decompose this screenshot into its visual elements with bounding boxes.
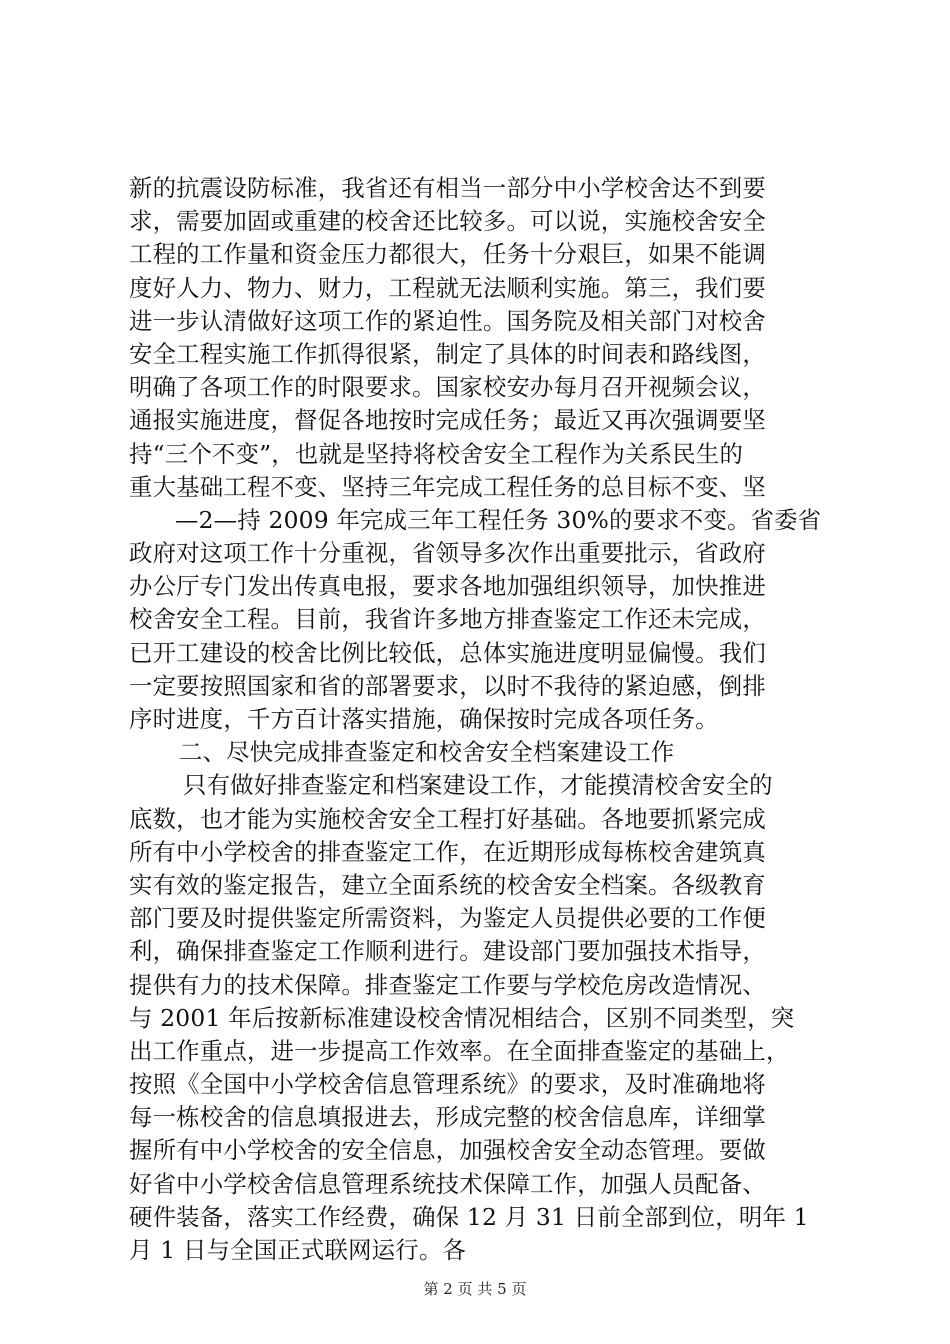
text-line: 所有中小学校舍的排查鉴定工作，在近期形成每栋校舍建筑真 xyxy=(129,837,766,866)
text-line: 度好人力、物力、财力，工程就无法顺利实施。第三，我们要 xyxy=(129,273,766,302)
text-line: 每一栋校舍的信息填报进去，形成完整的校舍信息库，详细掌 xyxy=(129,1103,766,1132)
text-line: 通报实施进度，督促各地按时完成任务；最近又再次强调要坚 xyxy=(129,406,766,435)
text-line: 工程的工作量和资金压力都很大，任务十分艰巨，如果不能调 xyxy=(129,240,766,269)
text-line: 利，确保排查鉴定工作顺利进行。建设部门要加强技术指导， xyxy=(129,937,766,966)
section-heading: 二、尽快完成排查鉴定和校舍安全档案建设工作 xyxy=(179,738,675,767)
text-line: 持“三个不变”，也就是坚持将校舍安全工程作为关系民生的 xyxy=(129,439,744,468)
text-line: 硬件装备，落实工作经费，确保 12 月 31 日前全部到位，明年 1 xyxy=(129,1202,809,1231)
text-line: 求，需要加固或重建的校舍还比较多。可以说，实施校舍安全 xyxy=(129,207,766,236)
text-line: 一定要按照国家和省的部署要求，以时不我待的紧迫感，倒排 xyxy=(129,671,766,700)
text-line: 按照《全国中小学校舍信息管理系统》的要求，及时准确地将 xyxy=(129,1070,766,1099)
text-line: 已开工建设的校舍比例比较低，总体实施进度明显偏慢。我们 xyxy=(129,638,766,667)
text-line: 政府对这项工作十分重视，省领导多次作出重要批示，省政府 xyxy=(129,539,766,568)
text-line: 校舍安全工程。目前，我省许多地方排查鉴定工作还未完成， xyxy=(129,605,766,634)
text-line: 只有做好排查鉴定和档案建设工作，才能摸清校舍安全的 xyxy=(183,771,773,800)
text-line: 月 1 日与全国正式联网运行。各 xyxy=(129,1236,467,1264)
page-number-label: 第 2 页 共 5 页 xyxy=(423,1280,527,1298)
text-line: 重大基础工程不变、坚持三年完成工程任务的总目标不变、坚 xyxy=(129,472,766,501)
text-line: 出工作重点，进一步提高工作效率。在全面排查鉴定的基础上， xyxy=(129,1036,790,1065)
text-line: 部门要及时提供鉴定所需资料，为鉴定人员提供必要的工作便 xyxy=(129,904,766,933)
text-line: 底数，也才能为实施校舍安全工程打好基础。各地要抓紧完成 xyxy=(129,804,766,833)
text-line: 新的抗震设防标准，我省还有相当一部分中小学校舍达不到要 xyxy=(129,174,766,202)
text-line: 与 2001 年后按新标准建设校舍情况相结合，区别不同类型，突 xyxy=(129,1003,795,1032)
body-text xyxy=(129,172,849,1267)
text-line: —2—持 2009 年完成三年工程任务 30%的要求不变。省委省 xyxy=(175,505,822,534)
text-line: 办公厅专门发出传真电报，要求各地加强组织领导，加快推进 xyxy=(129,572,766,601)
text-line: 序时进度，千方百计落实措施，确保按时完成各项任务。 xyxy=(129,705,719,733)
text-line: 握所有中小学校舍的安全信息，加强校舍安全动态管理。要做 xyxy=(129,1136,766,1165)
page-footer xyxy=(0,1279,950,1299)
text-line: 进一步认清做好这项工作的紧迫性。国务院及相关部门对校舍 xyxy=(129,306,766,335)
text-line: 安全工程实施工作抓得很紧，制定了具体的时间表和路线图， xyxy=(129,339,766,368)
text-line: 好省中小学校舍信息管理系统技术保障工作，加强人员配备、 xyxy=(129,1169,766,1198)
text-line: 实有效的鉴定报告，建立全面系统的校舍安全档案。各级教育 xyxy=(129,870,766,899)
text-line: 提供有力的技术保障。排查鉴定工作要与学校危房改造情况、 xyxy=(129,970,766,999)
text-line: 明确了各项工作的时限要求。国家校安办每月召开视频会议， xyxy=(129,373,766,402)
